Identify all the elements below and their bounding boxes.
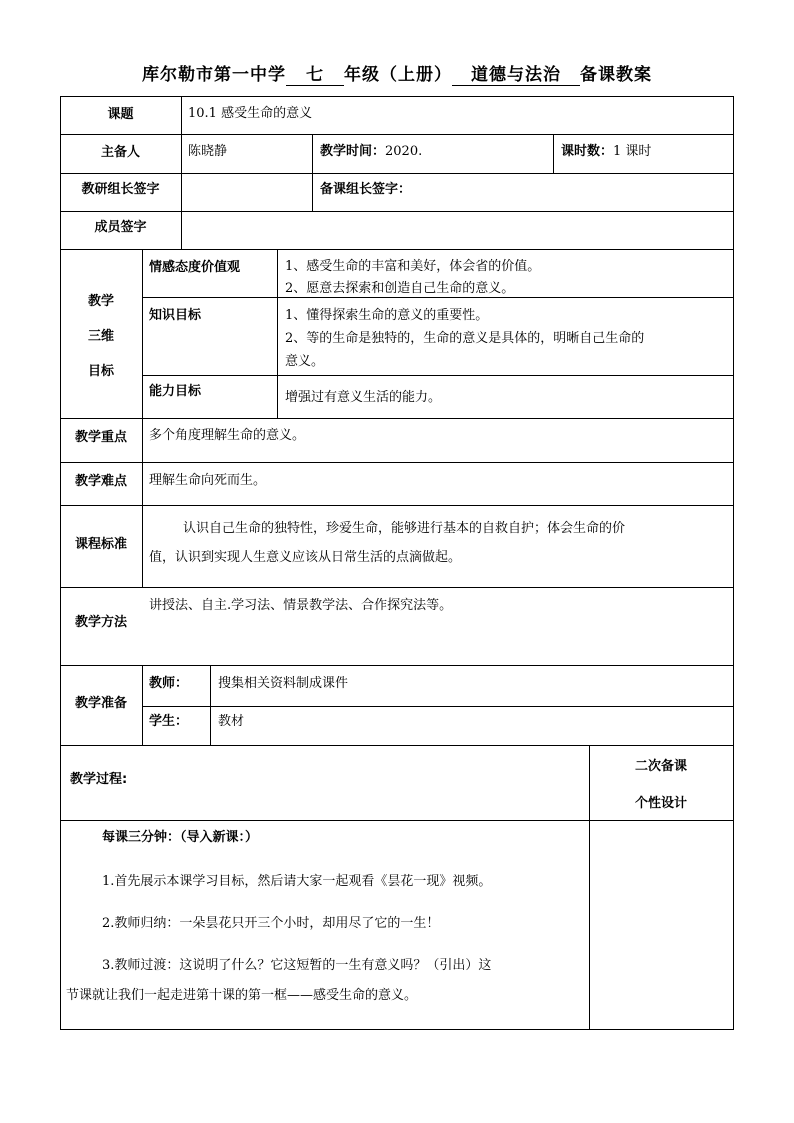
goal-knowledge-label: 知识目标	[149, 308, 202, 323]
goals-label-line: 教学	[87, 294, 114, 309]
page-title	[0, 60, 794, 86]
difficulty-label: 教学难点	[74, 474, 127, 489]
method-label: 教学方法	[74, 615, 127, 630]
goal-emotion-label: 情感态度价值观	[149, 260, 241, 275]
key-point-label: 教学重点	[74, 430, 127, 445]
goals-label-line: 三维	[87, 329, 114, 344]
prep-teacher-value: 搜集相关资料制成课件	[218, 676, 349, 691]
process-paragraph: 节课就让我们一起走进第十课的第一框——感受生命的意义。	[66, 988, 418, 1003]
process-paragraph: 1.首先展示本课学习目标，然后请大家一起观看《昙花一现》视频。	[102, 874, 492, 889]
goals-label	[60, 284, 142, 389]
method-value: 讲授法、自主.学习法、情景教学法、合作探究法等。	[149, 598, 453, 613]
subject-value: 道德与法治	[452, 60, 580, 86]
process-intro: 每课三分钟：（导入新课：）	[102, 830, 259, 845]
goals-label-line: 目标	[87, 364, 114, 379]
grade-suffix: 年级（上册）	[344, 65, 452, 85]
preparer-label: 主备人	[100, 145, 140, 160]
school-name: 库尔勒市第一中学	[142, 65, 286, 85]
goal-emotion-content	[285, 256, 730, 300]
research-leader-sign-label: 教研组长签字	[81, 182, 160, 197]
prep-student-value: 教材	[218, 714, 245, 729]
goal-line: 1、懂得探索生命的意义的重要性。	[285, 308, 489, 323]
prep-teacher-label: 教师：	[149, 676, 189, 691]
process-label: 教学过程:	[70, 772, 128, 787]
preparer-value: 陈晓静	[188, 144, 228, 159]
title-suffix: 备课教案	[580, 65, 652, 85]
process-paragraph: 3.教师过渡：这说明了什么？它这短暂的一生有意义吗？（引出）这	[102, 958, 492, 973]
teaching-time	[320, 142, 550, 162]
goal-line: 1、感受生命的丰富和美好，体会省的价值。	[285, 259, 541, 274]
standard-label: 课程标准	[74, 537, 127, 552]
goal-line: 意义。	[285, 354, 325, 369]
secondary-prep-line: 个性设计	[634, 796, 687, 811]
key-point-value: 多个角度理解生命的意义。	[149, 428, 306, 443]
class-hours	[561, 142, 731, 162]
prep-label: 教学准备	[74, 696, 127, 711]
class-hours-label: 课时数：	[561, 144, 614, 159]
teaching-time-label: 教学时间：	[320, 144, 386, 159]
member-sign-label: 成员签字	[94, 220, 147, 235]
standard-line: 认识自己生命的独特性，珍爱生命，能够进行基本的自救自护；体会生命的价	[183, 521, 626, 536]
topic-value: 10.1 感受生命的意义	[188, 106, 313, 121]
secondary-prep-header	[589, 748, 733, 822]
prep-student-label: 学生：	[149, 714, 189, 729]
prep-leader-sign-label: 备课组长签字：	[320, 182, 412, 197]
goal-knowledge-content	[285, 304, 730, 373]
goal-line: 2、等的生命是独特的，生命的意义是具体的，明晰自己生命的	[285, 331, 645, 346]
topic-label: 课题	[107, 107, 134, 122]
grade-value: 七	[286, 60, 344, 86]
process-paragraph: 2.教师归纳：一朵昙花只开三个小时，却用尽了它的一生！	[102, 916, 440, 931]
standard-line: 值，认识到实现人生意义应该从日常生活的点滴做起。	[149, 550, 462, 565]
class-hours-value: 1 课时	[613, 144, 652, 159]
secondary-prep-line: 二次备课	[634, 759, 687, 774]
goal-ability-label: 能力目标	[149, 384, 202, 399]
standard-content	[149, 514, 729, 572]
difficulty-value: 理解生命向死而生。	[149, 473, 267, 488]
goal-ability-content: 增强过有意义生活的能力。	[285, 390, 442, 405]
goal-line: 2、愿意去探索和创造自己生命的意义。	[285, 281, 515, 296]
process-body	[66, 826, 586, 1008]
teaching-time-value: 2020.	[385, 144, 423, 159]
